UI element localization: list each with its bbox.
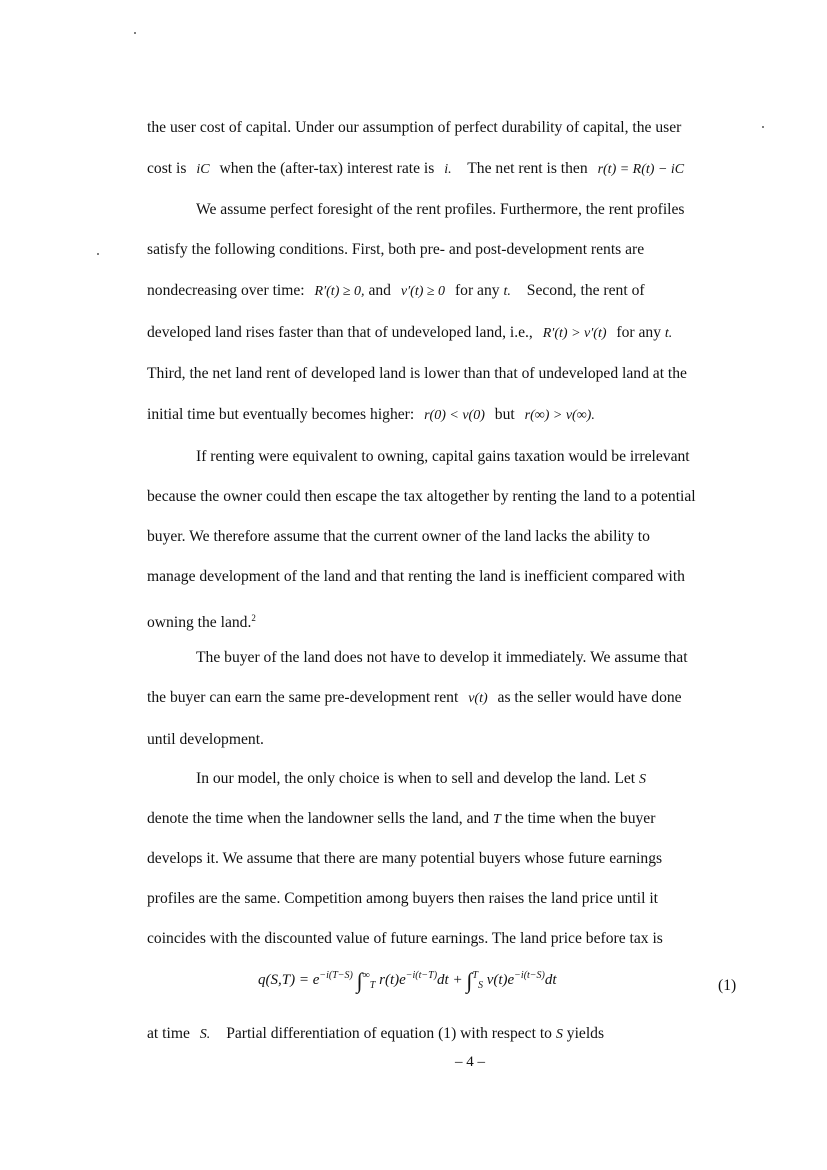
text-fragment: for any (454, 282, 500, 299)
text-line: manage development of the land and that renting the land is inefficient compared with (147, 568, 685, 585)
text-line: coincides with the discounted value of future earnings. The land price before tax is (147, 930, 663, 947)
math-R-gt-v: R′(t) > v′(t) (542, 326, 607, 341)
eq-exponent: −i(T−S) (319, 970, 353, 981)
text-fragment: In our model, the only choice is when to sell and develop the land. Let (196, 770, 636, 787)
text-fragment: the time when the buyer (504, 810, 656, 827)
scan-speck (134, 32, 136, 34)
math-S: S (555, 1027, 563, 1042)
eq-lower-limit: S (477, 980, 483, 991)
text-line: Third, the net land rent of developed land is lower than that of undeveloped land at the (147, 365, 687, 382)
text-line: profiles are the same. Competition among buyers then raises the land price until it (147, 890, 658, 907)
text-line (196, 769, 646, 790)
math-t: t. (664, 326, 673, 341)
text-line: develops it. We assume that there are many potential buyers whose future earnings (147, 850, 663, 867)
text-fragment: denote the time when the landowner sells the land, and (147, 810, 490, 827)
eq-exponent: −i(t−S) (514, 970, 545, 981)
math-t: t. (503, 284, 511, 299)
text-line: satisfy the following conditions. First, both pre- and post-development rents are (147, 241, 645, 258)
equation-number: (1) (718, 977, 737, 994)
scan-speck (762, 126, 764, 128)
text-line (147, 405, 595, 426)
equation-1 (258, 968, 557, 994)
eq-lhs: q(S,T) = e (258, 972, 320, 988)
text-fragment: as the seller would have done (497, 689, 682, 706)
integral-sign: ∫ (356, 968, 363, 993)
text-line: buyer. We therefore assume that the current owner of the land lacks the ability to (147, 528, 650, 545)
text-fragment: developed land rises faster than that of undeveloped land, i.e., (147, 324, 533, 341)
eq-lower-limit: T (369, 980, 376, 991)
math-net-rent: r(t) = R(t) − iC (597, 162, 685, 177)
math-T: T (493, 812, 501, 827)
text-fragment: initial time but eventually becomes higher: (147, 406, 415, 423)
text-fragment: Partial differentiation of equation (1) with respect to (226, 1025, 552, 1042)
text-fragment: nondecreasing over time: (147, 282, 305, 299)
text-fragment: for any (616, 324, 662, 341)
math-r0: r(0) < v(0) (424, 408, 485, 423)
eq-upper-limit: ∞ (362, 970, 370, 981)
eq-upper-limit: T (472, 970, 478, 981)
text-line: We assume perfect foresight of the rent profiles. Furthermore, the rent profiles (196, 201, 685, 218)
math-iC: iC (196, 162, 210, 177)
page-number: – 4 – (455, 1054, 485, 1070)
text-fragment: when the (after-tax) interest rate is (219, 160, 435, 177)
text-line (147, 688, 682, 709)
eq-integrand: r(t)e (379, 972, 406, 988)
math-rinf: r(∞) > v(∞). (524, 408, 595, 423)
text-line: the user cost of capital. Under our assumption of perfect durability of capital, the user (147, 119, 682, 136)
eq-integrand: v(t)e (486, 972, 515, 988)
integral-sign: ∫ (466, 968, 473, 993)
text-fragment: yields (566, 1025, 605, 1042)
math-R-prime: R′(t) ≥ 0, (314, 284, 365, 299)
text-fragment: but (494, 406, 515, 423)
text-line (147, 159, 684, 180)
math-S: S (639, 772, 647, 787)
scan-speck (97, 253, 99, 255)
text-fragment: the buyer can earn the same pre-development rent (147, 689, 459, 706)
text-line (147, 323, 672, 344)
text-fragment: Second, the rent of (526, 282, 645, 299)
math-S: S. (199, 1027, 211, 1042)
text-line: If renting were equivalent to owning, capital gains taxation would be irrelevant (196, 448, 690, 465)
text-line (147, 1024, 604, 1045)
math-vt: v(t) (468, 691, 488, 706)
text-fragment: and (368, 282, 391, 299)
text-line: until development. (147, 731, 264, 748)
footnote-mark: 2 (251, 613, 256, 623)
text-line (147, 608, 256, 633)
math-i: i. (444, 162, 452, 177)
text-fragment: owning the land. (147, 614, 252, 632)
eq-dt: dt (544, 972, 557, 988)
text-line: The buyer of the land does not have to develop it immediately. We assume that (196, 649, 688, 666)
text-line: because the owner could then escape the tax altogether by renting the land to a potential (147, 488, 696, 505)
text-fragment: cost is (147, 160, 187, 177)
text-line (147, 281, 645, 302)
text-fragment: The net rent is then (467, 160, 588, 177)
text-line (147, 809, 655, 830)
math-v-prime: v′(t) ≥ 0 (400, 284, 446, 299)
eq-dt: dt + (437, 972, 463, 988)
eq-exponent: −i(t−T) (405, 970, 438, 981)
text-fragment: at time (147, 1025, 190, 1042)
